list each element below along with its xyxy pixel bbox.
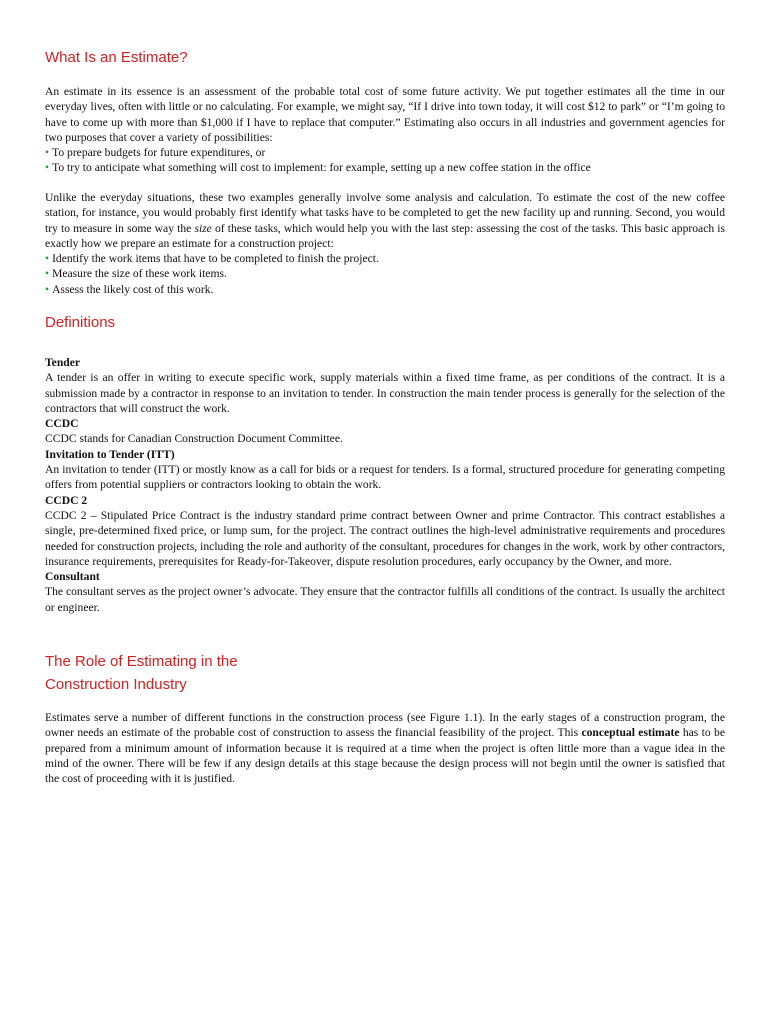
- estimate-intro-paragraph: An estimate in its essence is an assessment of the probable total cost of some future activity. We put together estimates all the time in our everyday lives, often with little or no calculating. For example, we might say, “If I drive into town today, it will cost $12 to park” or “I’m going to have to come up with more than $1,000 if I have to replace that computer.” Estimating also occurs in all industries and government agencies for two purposes that cover a variety of possibilities:: [45, 85, 725, 144]
- bullet-icon: •: [45, 267, 50, 281]
- list-item: [45, 282, 725, 297]
- bullet-icon: •: [45, 282, 50, 296]
- estimate-section-body-2: [45, 190, 725, 297]
- definition-text: An invitation to tender (ITT) or mostly know as a call for bids or a request for tenders. Is a formal, structured procedure for generating competing offers from potential suppliers or contractors looking to obtain the work.: [45, 463, 725, 492]
- definition-term: CCDC 2: [45, 493, 88, 507]
- definition-text: CCDC stands for Canadian Construction Document Committee.: [45, 432, 343, 446]
- list-item-text: Identify the work items that have to be completed to finish the project.: [52, 252, 379, 266]
- para-text: Estimates serve a number of different functions in the construction process (see Figure 1.1). In the early stages of a construction program, the owner needs an estimate of the probable cost of construction to assess the financial feasibility of the project. This: [45, 711, 725, 740]
- definition-term: Invitation to Tender (ITT): [45, 447, 175, 461]
- list-item-text: To try to anticipate what something will cost to implement: for example, setting up a new coffee station in the office: [52, 161, 591, 175]
- definition-text: A tender is an offer in writing to execute specific work, supply materials within a fixed time frame, as per conditions of the contract. It is a submission made by a contractor in response to an invitation to tender. In construction the main tender process is generally for the selection of the contractors that will construct the work.: [45, 371, 725, 415]
- para-emphasis: size: [194, 221, 212, 235]
- list-item: [45, 251, 725, 266]
- heading-what-is-an-estimate: What Is an Estimate?: [45, 49, 188, 66]
- definition-term: CCDC: [45, 417, 79, 431]
- para-text: of these tasks, which would help you with the last step: assessing the cost of the tasks. This basic approach is exactly how we prepare an estimate for a construction project:: [45, 221, 726, 250]
- estimate-second-paragraph: [45, 190, 725, 251]
- heading-definitions: Definitions: [45, 314, 116, 331]
- para-text: Unlike the everyday situations, these two examples generally involve some analysis and calculation. To estimate the cost of the new coffee station, for instance, you would probably first identify what tasks have to be completed to get the new facility up and running. Second, you would try to measure in some way the: [45, 191, 725, 235]
- role-paragraph: [45, 710, 725, 786]
- para-text: has to be prepared from a minimum amount of information because it is required at a time when the project is often little more than a vague idea in the mind of the owner. There will be few if any design details at this stage because the design process will not begin until the owner is satisfied that the cost of proceeding with it is justified.: [45, 726, 725, 786]
- list-item-text: To prepare budgets for future expenditures, or: [52, 146, 266, 160]
- definition-term: Consultant: [45, 570, 100, 584]
- para-bold-term: conceptual estimate: [581, 726, 680, 740]
- heading-line: The Role of Estimating in the: [45, 653, 238, 670]
- bullet-icon: •: [45, 161, 50, 175]
- estimate-section-body: [45, 84, 725, 176]
- heading-line: Construction Industry: [45, 676, 187, 693]
- definition-term: Tender: [45, 356, 81, 369]
- list-item-text: Measure the size of these work items.: [52, 267, 227, 281]
- heading-role-of-estimating: [45, 650, 238, 696]
- list-item: [45, 266, 725, 281]
- list-item-text: Assess the likely cost of this work.: [52, 282, 214, 296]
- role-section-body: [45, 710, 725, 786]
- definitions-list: [45, 355, 725, 615]
- definition-text: CCDC 2 – Stipulated Price Contract is the industry standard prime contract between Owner and prime Contractor. This contract establishes a single, pre-determined fixed price, or lump sum, for the project. The contract outlines the high-level administrative requirements and procedures needed for construction projects, including the role and authority of the consultant, procedures for changes in the work, work by other contractors, insurance requirements, prerequisites for Ready-for-Takeover, dispute resolution procedures, early occupancy by the Owner, and more.: [45, 508, 725, 568]
- bullet-icon: •: [45, 146, 50, 160]
- list-item: [45, 145, 725, 160]
- definition-text: The consultant serves as the project owner’s advocate. They ensure that the contractor fulfills all conditions of the contract. Is usually the architect or engineer.: [45, 585, 725, 614]
- bullet-icon: •: [45, 252, 50, 266]
- list-item: [45, 160, 725, 175]
